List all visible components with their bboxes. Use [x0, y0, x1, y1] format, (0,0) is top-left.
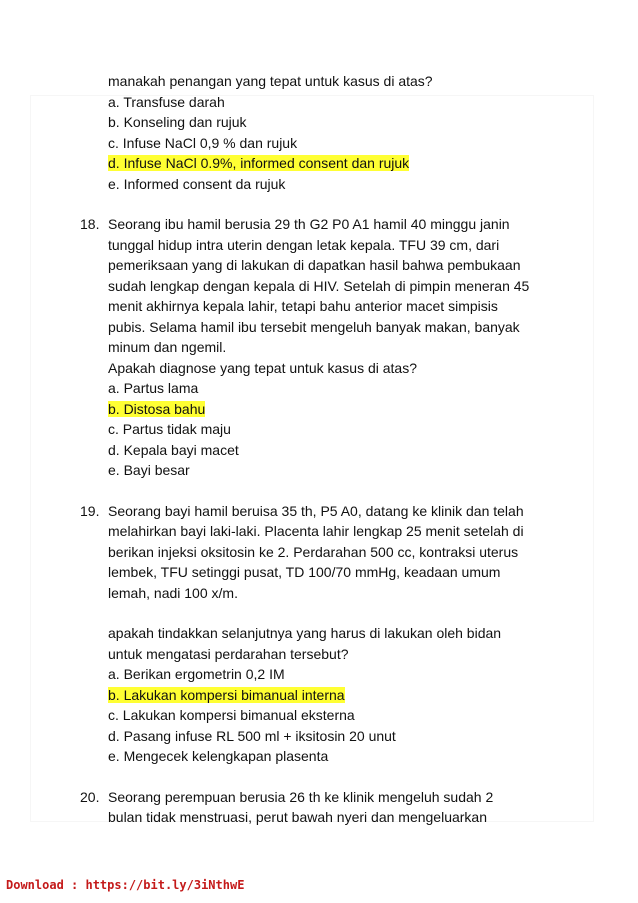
q18-text-line: sudah lengkap dengan kepala di HIV. Setelah di pimpin meneran 45	[108, 277, 530, 294]
q17-text-line: manakah penangan yang tepat untuk kasus di atas?	[108, 73, 433, 89]
q18-question: Apakah diagnose yang tepat untuk kasus di atas?	[108, 359, 417, 376]
q19-text-line: lemah, nadi 100 x/m.	[108, 584, 238, 601]
q19-question: apakah tindakkan selanjutnya yang harus di lakukan oleh bidan	[108, 625, 502, 641]
q18-text-line: minum dan ngemil.	[108, 339, 227, 355]
q19-option-c: c. Lakukan kompersi bimanual eksterna	[108, 707, 355, 723]
q19-text-line: melahirkan bayi laki-laki. Placenta lahir lengkap 25 menit setelah di	[108, 523, 524, 539]
q20-text-line: bulan tidak menstruasi, perut bawah nyeri dan mengeluarkan	[108, 809, 488, 825]
q18-text-line: menit akhirnya kepala lahir, tetapi bahu anterior macet simpisis	[108, 298, 498, 314]
q18-text-line: Seorang ibu hamil berusia 29 th G2 P0 A1 hamil 40 minggu janin	[108, 216, 510, 232]
q18-option-a: a. Partus lama	[108, 380, 199, 396]
q17-option-b: b. Konseling dan rujuk	[108, 114, 247, 130]
q18-text-line: tunggal hidup intra uterin dengan letak kepala. TFU 39 cm, dari	[108, 236, 500, 253]
q19-number: 19.	[80, 502, 100, 519]
q18-text-line: pemeriksaan yang di lakukan di dapatkan hasil bahwa pembukaan	[108, 257, 521, 273]
q18-number: 18.	[80, 216, 100, 232]
q18-text-line: pubis. Selama hamil ibu tersebit mengeluh banyak makan, banyak	[108, 318, 520, 335]
download-link[interactable]: Download : https://bit.ly/3iNthwE	[6, 878, 245, 892]
q20-text-line: Seorang perempuan berusia 26 th ke klinik mengeluh sudah 2	[108, 788, 494, 805]
q17-option-d-answer: d. Infuse NaCl 0.9%, informed consent dan rujuk	[108, 155, 410, 171]
q19-option-a: a. Berikan ergometrin 0,2 IM	[108, 666, 285, 682]
q19-text-line: berikan injeksi oksitosin ke 2. Perdarahan 500 cc, kontraksi uterus	[108, 543, 519, 560]
q19-option-b-answer: b. Lakukan kompersi bimanual interna	[108, 686, 345, 703]
q18-option-c: c. Partus tidak maju	[108, 421, 231, 437]
q19-text-line: Seorang bayi hamil beruisa 35 th, P5 A0, datang ke klinik dan telah	[108, 502, 524, 519]
q18-option-e: e. Bayi besar	[108, 462, 190, 478]
q19-question: untuk mengatasi perdarahan tersebut?	[108, 645, 349, 662]
q17-option-e: e. Informed consent da rujuk	[108, 175, 286, 192]
q17-option-a: a. Transfuse darah	[108, 93, 225, 110]
q19-text-line: lembek, TFU setinggi pusat, TD 100/70 mmHg, keadaan umum	[108, 564, 501, 580]
q19-option-e: e. Mengecek kelengkapan plasenta	[108, 748, 329, 764]
q17-option-c: c. Infuse NaCl 0,9 % dan rujuk	[108, 134, 298, 151]
q18-option-b-answer: b. Distosa bahu	[108, 400, 206, 417]
document-content	[0, 71, 638, 828]
q19-option-d: d. Pasang infuse RL 500 ml + iksitosin 20 unut	[108, 727, 396, 744]
q18-option-d: d. Kepala bayi macet	[108, 441, 239, 458]
q20-number: 20.	[80, 788, 100, 805]
